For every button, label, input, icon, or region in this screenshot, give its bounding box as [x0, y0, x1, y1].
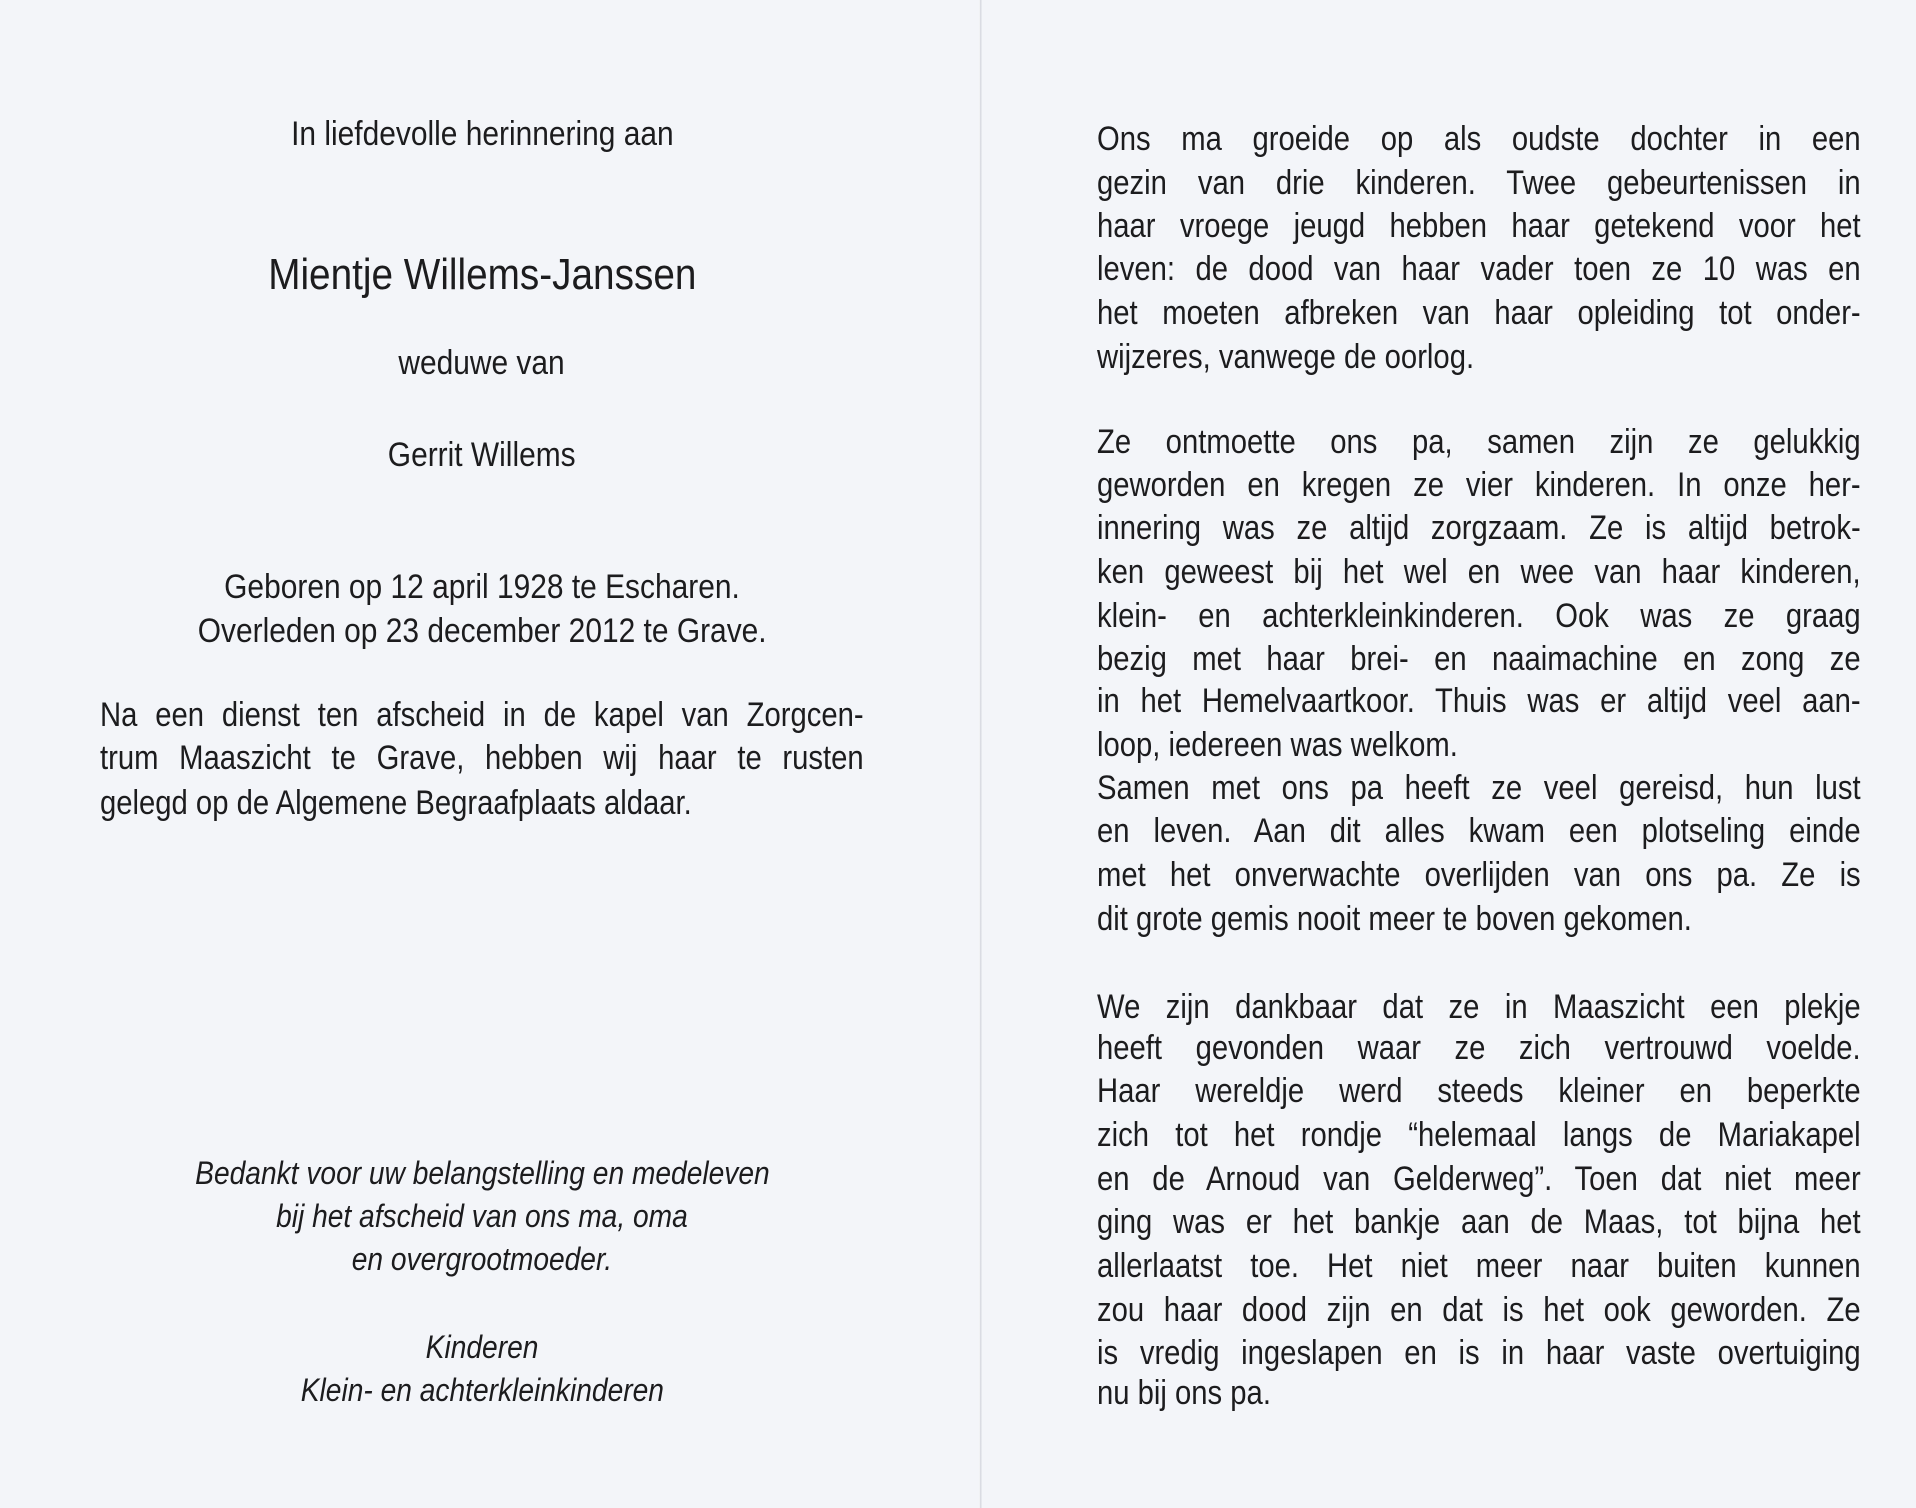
bio-line: met het onverwachte overlijden van ons pa. Ze is [1097, 856, 1861, 894]
bio-line: We zijn dankbaar dat ze in Maaszicht een plekje [1097, 988, 1861, 1026]
bio-line: in het Hemelvaartkoor. Thuis was er altijd veel aan- [1097, 682, 1861, 720]
bio-line: nu bij ons pa. [1097, 1374, 1271, 1412]
bio-line: is vredig ingeslapen en is in haar vaste overtuiging [1097, 1334, 1861, 1372]
bio-line: heeft gevonden waar ze zich vertrouwd voelde. [1097, 1029, 1861, 1067]
thanks-line: bij het afscheid van ons ma, oma [276, 1198, 688, 1234]
service-line: gelegd op de Algemene Begraafplaats aldaar. [100, 784, 692, 822]
biography-text [1097, 0, 1861, 1508]
thanks-line: Bedankt voor uw belangstelling en medeleven [194, 1155, 770, 1191]
bio-line: zich tot het rondje “helemaal langs de Mariakapel [1097, 1116, 1861, 1154]
bio-line: loop, iedereen was welkom. [1097, 726, 1458, 764]
bio-line: klein- en achterkleinkinderen. Ook was ze graag [1097, 597, 1861, 635]
service-line: Na een dienst ten afscheid in de kapel van Zorgcen- [100, 696, 864, 734]
memorial-intro: In liefdevolle herinnering aan [290, 115, 674, 153]
bio-line: allerlaatst toe. Het niet meer naar buiten kunnen [1097, 1247, 1861, 1285]
funeral-service-text [100, 693, 864, 833]
widow-of-label: weduwe van [398, 344, 566, 382]
signature-line: Klein- en achterkleinkinderen [300, 1372, 664, 1408]
bio-line: ging was er het bankje aan de Maas, tot bijna het [1097, 1203, 1861, 1241]
bio-line: geworden en kregen ze vier kinderen. In onze her- [1097, 466, 1861, 504]
signature-line: Kinderen [425, 1329, 539, 1365]
bio-line: gezin van drie kinderen. Twee gebeurtenissen in [1097, 164, 1861, 202]
bio-line: en de Arnoud van Gelderweg”. Toen dat niet meer [1097, 1160, 1861, 1198]
bio-line: ken geweest bij het wel en wee van haar kinderen, [1097, 553, 1861, 591]
service-line: trum Maaszicht te Grave, hebben wij haar te rusten [100, 739, 864, 777]
card-fold-line [979, 0, 982, 1508]
bio-line: zou haar dood zijn en dat is het ook geworden. Ze [1097, 1291, 1861, 1329]
bio-line: dit grote gemis nooit meer te boven gekomen. [1097, 900, 1692, 938]
birth-info: Geboren op 12 april 1928 te Escharen. [224, 568, 740, 606]
death-info: Overleden op 23 december 2012 te Grave. [197, 612, 767, 650]
bio-line: innering was ze altijd zorgzaam. Ze is altijd betrok- [1097, 509, 1861, 547]
deceased-name: Mientje Willems-Janssen [267, 250, 697, 299]
bio-line: Ze ontmoette ons pa, samen zijn ze gelukkig [1097, 423, 1861, 461]
bio-line: en leven. Aan dit alles kwam een plotseling einde [1097, 812, 1861, 850]
bio-line: Ons ma groeide op als oudste dochter in een [1097, 120, 1861, 158]
husband-name: Gerrit Willems [388, 436, 576, 474]
bio-line: Samen met ons pa heeft ze veel gereisd, hun lust [1097, 769, 1861, 807]
bio-line: het moeten afbreken van haar opleiding tot onder- [1097, 294, 1861, 332]
bio-line: bezig met haar brei- en naaimachine en zong ze [1097, 640, 1861, 678]
bio-line: haar vroege jeugd hebben haar getekend voor het [1097, 207, 1861, 245]
bio-line: wijzeres, vanwege de oorlog. [1097, 338, 1475, 376]
bio-line: leven: de dood van haar vader toen ze 10 was en [1097, 250, 1861, 288]
thanks-line: en overgrootmoeder. [351, 1241, 613, 1277]
bio-line: Haar wereldje werd steeds kleiner en beperkte [1097, 1072, 1861, 1110]
